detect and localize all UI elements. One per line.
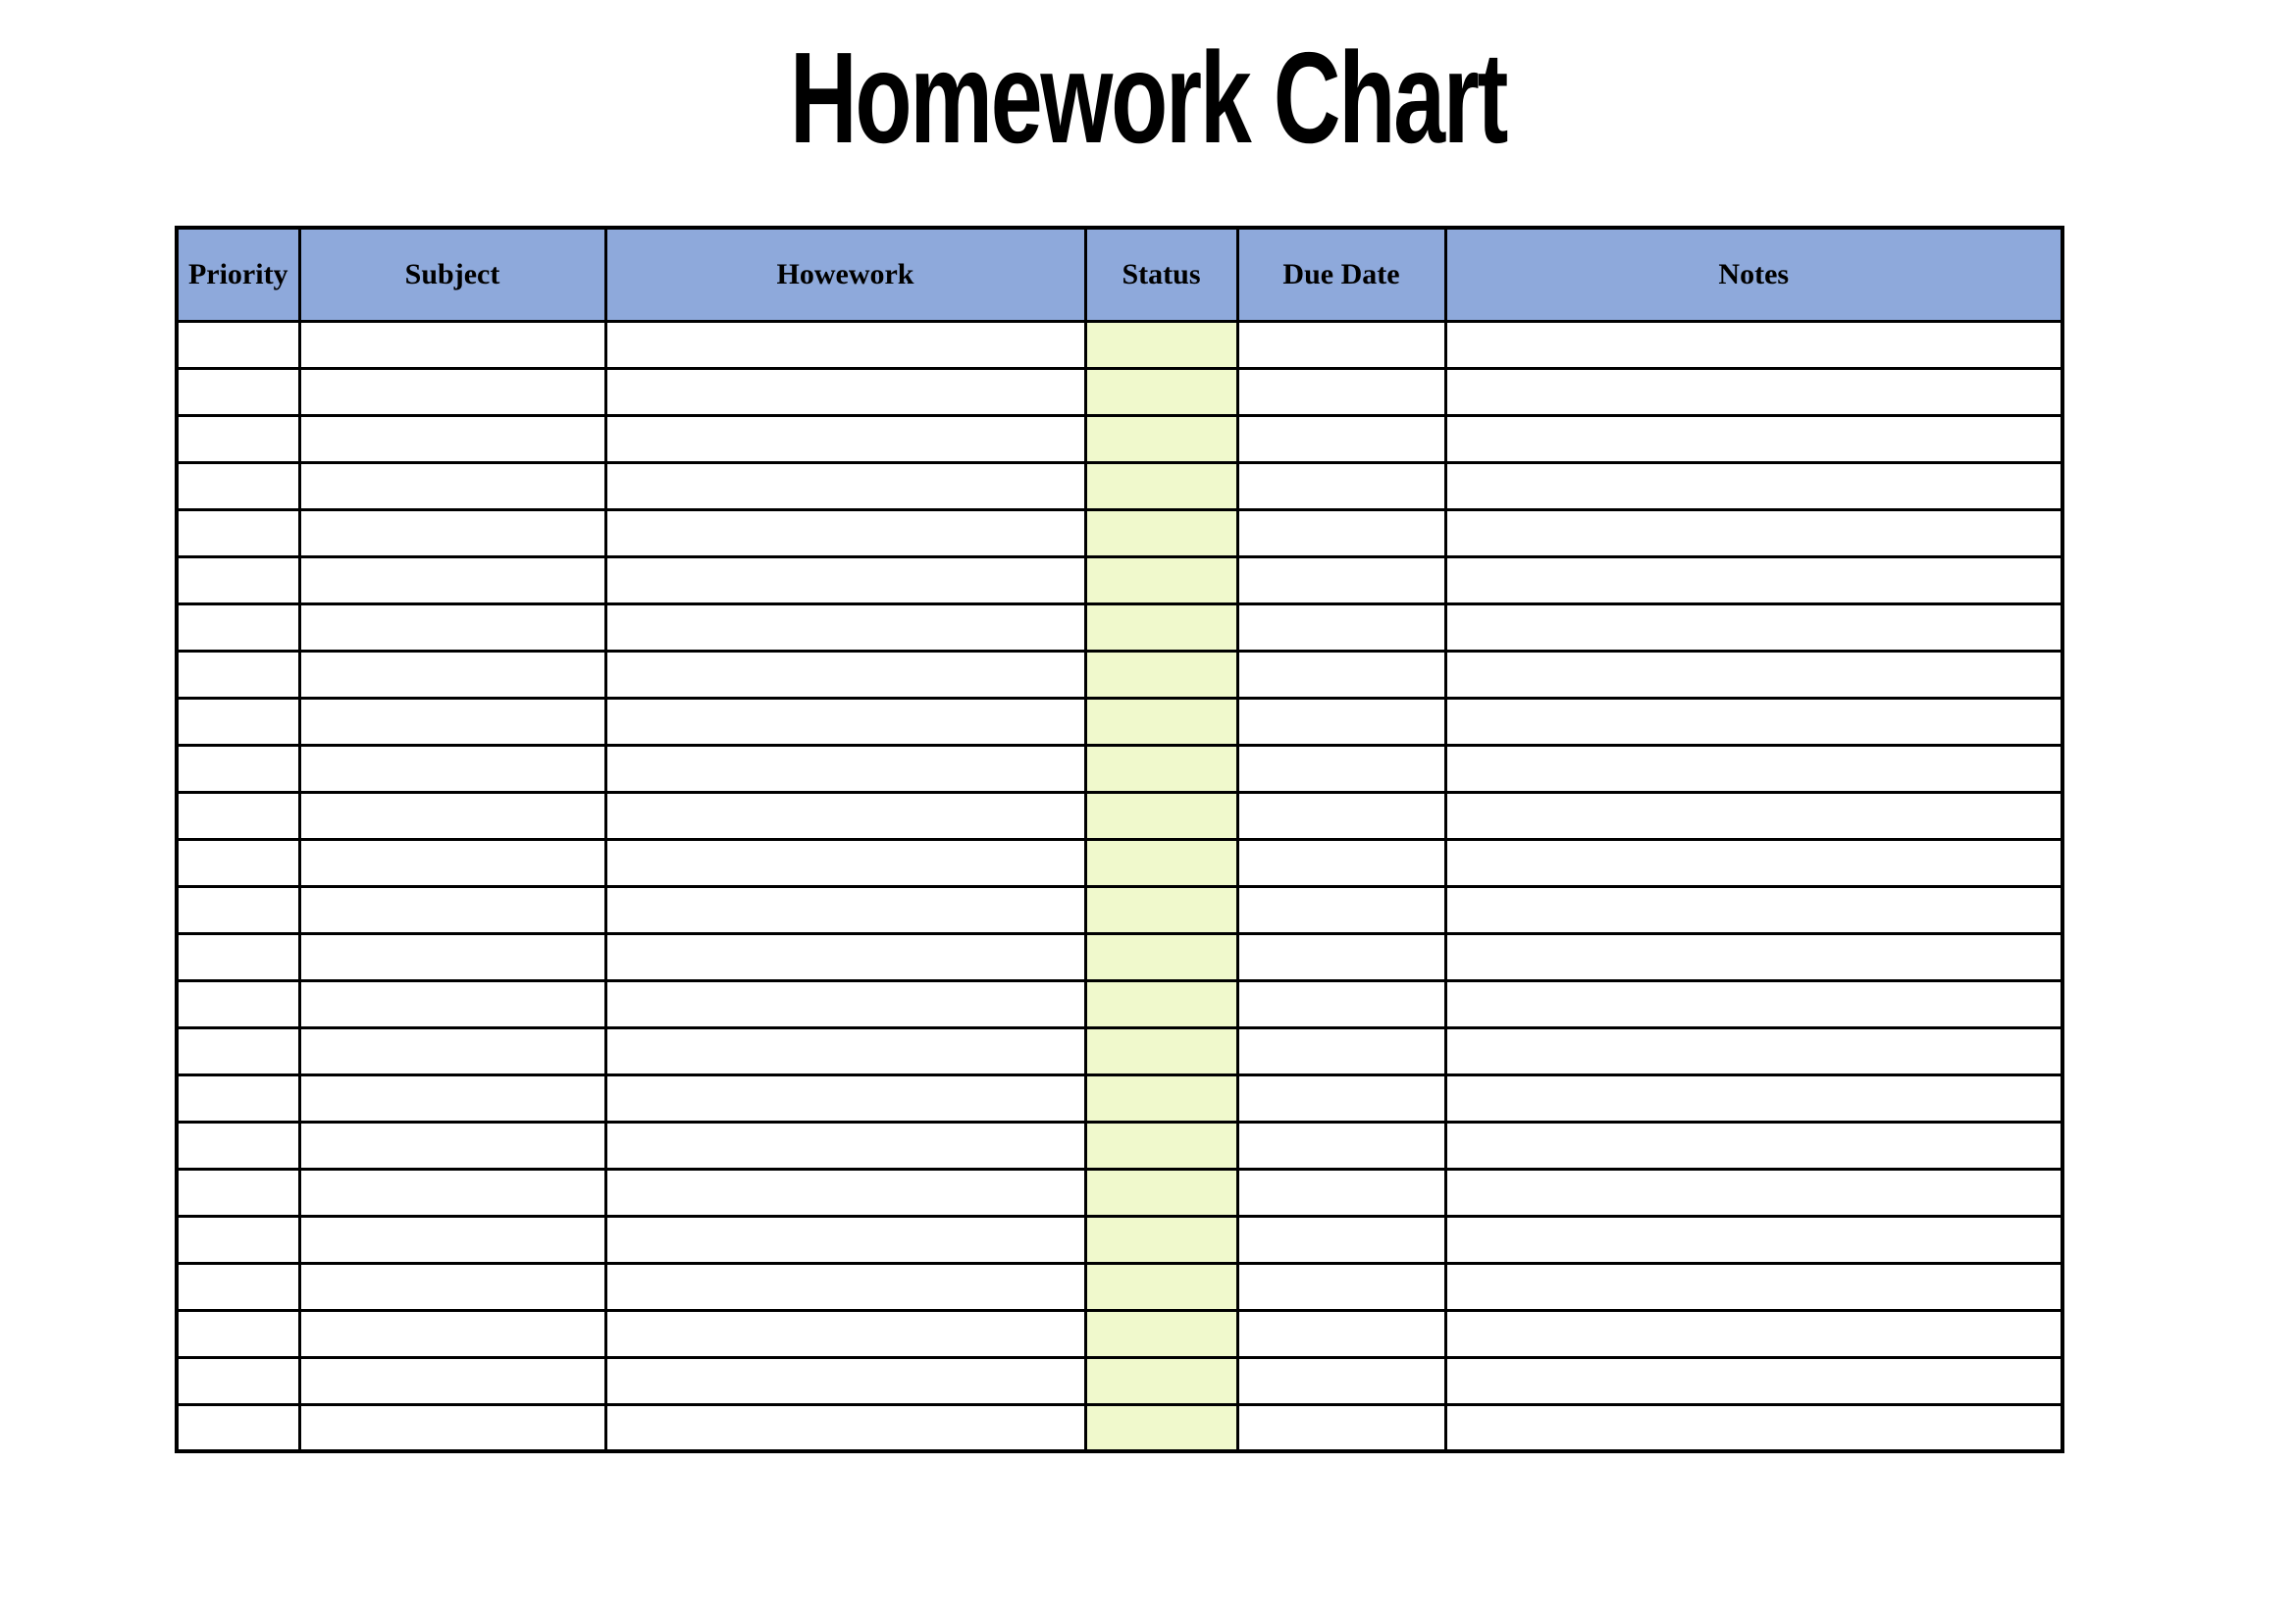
howework-cell — [605, 603, 1085, 651]
notes-cell — [1445, 1169, 2062, 1216]
due-date-cell — [1237, 1122, 1445, 1169]
subject-cell — [299, 745, 605, 792]
subject-cell — [299, 933, 605, 980]
status-cell — [1085, 1122, 1237, 1169]
howework-cell — [605, 1216, 1085, 1263]
subject-cell — [299, 603, 605, 651]
due-date-cell — [1237, 1216, 1445, 1263]
priority-cell — [177, 745, 299, 792]
notes-cell — [1445, 698, 2062, 745]
notes-cell — [1445, 509, 2062, 556]
priority-cell — [177, 603, 299, 651]
priority-cell — [177, 321, 299, 368]
table-row — [177, 980, 2062, 1027]
table-row — [177, 792, 2062, 839]
column-header-status: Status — [1085, 228, 1237, 321]
due-date-cell — [1237, 321, 1445, 368]
status-cell — [1085, 745, 1237, 792]
status-cell — [1085, 1404, 1237, 1451]
howework-cell — [605, 1169, 1085, 1216]
table-header — [177, 228, 2062, 321]
priority-cell — [177, 933, 299, 980]
status-cell — [1085, 1169, 1237, 1216]
subject-cell — [299, 886, 605, 933]
priority-cell — [177, 462, 299, 509]
subject-cell — [299, 415, 605, 462]
subject-cell — [299, 839, 605, 886]
column-header-subject: Subject — [299, 228, 605, 321]
notes-cell — [1445, 1074, 2062, 1122]
priority-cell — [177, 839, 299, 886]
priority-cell — [177, 651, 299, 698]
due-date-cell — [1237, 698, 1445, 745]
subject-cell — [299, 980, 605, 1027]
howework-cell — [605, 415, 1085, 462]
notes-cell — [1445, 839, 2062, 886]
priority-cell — [177, 1357, 299, 1404]
table-row — [177, 509, 2062, 556]
howework-cell — [605, 792, 1085, 839]
priority-cell — [177, 509, 299, 556]
status-cell — [1085, 1310, 1237, 1357]
priority-cell — [177, 886, 299, 933]
table-row — [177, 603, 2062, 651]
howework-cell — [605, 368, 1085, 415]
due-date-cell — [1237, 1263, 1445, 1310]
subject-cell — [299, 1404, 605, 1451]
header-row — [177, 228, 2062, 321]
status-cell — [1085, 509, 1237, 556]
table-row — [177, 368, 2062, 415]
due-date-cell — [1237, 462, 1445, 509]
due-date-cell — [1237, 886, 1445, 933]
subject-cell — [299, 1216, 605, 1263]
priority-cell — [177, 1169, 299, 1216]
howework-cell — [605, 1263, 1085, 1310]
subject-cell — [299, 509, 605, 556]
due-date-cell — [1237, 651, 1445, 698]
table-row — [177, 1357, 2062, 1404]
howework-cell — [605, 1310, 1085, 1357]
notes-cell — [1445, 368, 2062, 415]
howework-cell — [605, 1357, 1085, 1404]
status-cell — [1085, 886, 1237, 933]
due-date-cell — [1237, 1357, 1445, 1404]
status-cell — [1085, 1027, 1237, 1074]
notes-cell — [1445, 603, 2062, 651]
due-date-cell — [1237, 1404, 1445, 1451]
notes-cell — [1445, 1122, 2062, 1169]
howework-cell — [605, 933, 1085, 980]
subject-cell — [299, 698, 605, 745]
due-date-cell — [1237, 368, 1445, 415]
status-cell — [1085, 651, 1237, 698]
status-cell — [1085, 415, 1237, 462]
notes-cell — [1445, 1310, 2062, 1357]
notes-cell — [1445, 1404, 2062, 1451]
subject-cell — [299, 556, 605, 603]
title-area — [0, 26, 2296, 170]
table-row — [177, 1027, 2062, 1074]
subject-cell — [299, 1074, 605, 1122]
page-title: Homework Chart — [789, 26, 1507, 170]
priority-cell — [177, 415, 299, 462]
priority-cell — [177, 368, 299, 415]
column-header-due-date: Due Date — [1237, 228, 1445, 321]
table-row — [177, 462, 2062, 509]
table-row — [177, 745, 2062, 792]
notes-cell — [1445, 462, 2062, 509]
subject-cell — [299, 368, 605, 415]
table-row — [177, 1122, 2062, 1169]
status-cell — [1085, 933, 1237, 980]
due-date-cell — [1237, 1310, 1445, 1357]
priority-cell — [177, 1404, 299, 1451]
howework-cell — [605, 651, 1085, 698]
status-cell — [1085, 321, 1237, 368]
subject-cell — [299, 1122, 605, 1169]
notes-cell — [1445, 556, 2062, 603]
due-date-cell — [1237, 509, 1445, 556]
due-date-cell — [1237, 980, 1445, 1027]
subject-cell — [299, 1310, 605, 1357]
due-date-cell — [1237, 933, 1445, 980]
table-row — [177, 1074, 2062, 1122]
notes-cell — [1445, 321, 2062, 368]
table-row — [177, 933, 2062, 980]
subject-cell — [299, 321, 605, 368]
status-cell — [1085, 1357, 1237, 1404]
priority-cell — [177, 1310, 299, 1357]
subject-cell — [299, 1169, 605, 1216]
status-cell — [1085, 1263, 1237, 1310]
subject-cell — [299, 1357, 605, 1404]
table-row — [177, 886, 2062, 933]
status-cell — [1085, 1074, 1237, 1122]
status-cell — [1085, 980, 1237, 1027]
notes-cell — [1445, 415, 2062, 462]
notes-cell — [1445, 1263, 2062, 1310]
table-row — [177, 321, 2062, 368]
howework-cell — [605, 1122, 1085, 1169]
howework-cell — [605, 1074, 1085, 1122]
howework-cell — [605, 839, 1085, 886]
priority-cell — [177, 792, 299, 839]
notes-cell — [1445, 1357, 2062, 1404]
howework-cell — [605, 1404, 1085, 1451]
due-date-cell — [1237, 839, 1445, 886]
notes-cell — [1445, 886, 2062, 933]
column-header-howework: Howework — [605, 228, 1085, 321]
status-cell — [1085, 698, 1237, 745]
due-date-cell — [1237, 792, 1445, 839]
howework-cell — [605, 886, 1085, 933]
notes-cell — [1445, 1027, 2062, 1074]
table-row — [177, 415, 2062, 462]
table-row — [177, 1310, 2062, 1357]
howework-cell — [605, 1027, 1085, 1074]
due-date-cell — [1237, 1074, 1445, 1122]
status-cell — [1085, 1216, 1237, 1263]
howework-cell — [605, 556, 1085, 603]
priority-cell — [177, 1027, 299, 1074]
table-row — [177, 839, 2062, 886]
notes-cell — [1445, 745, 2062, 792]
priority-cell — [177, 1122, 299, 1169]
howework-cell — [605, 321, 1085, 368]
table-row — [177, 556, 2062, 603]
table-row — [177, 651, 2062, 698]
notes-cell — [1445, 1216, 2062, 1263]
notes-cell — [1445, 933, 2062, 980]
table-row — [177, 1263, 2062, 1310]
subject-cell — [299, 1263, 605, 1310]
howework-cell — [605, 462, 1085, 509]
howework-cell — [605, 698, 1085, 745]
priority-cell — [177, 980, 299, 1027]
due-date-cell — [1237, 603, 1445, 651]
status-cell — [1085, 839, 1237, 886]
due-date-cell — [1237, 1169, 1445, 1216]
priority-cell — [177, 698, 299, 745]
status-cell — [1085, 368, 1237, 415]
homework-table — [175, 226, 2064, 1453]
status-cell — [1085, 556, 1237, 603]
due-date-cell — [1237, 415, 1445, 462]
priority-cell — [177, 1074, 299, 1122]
status-cell — [1085, 462, 1237, 509]
notes-cell — [1445, 651, 2062, 698]
due-date-cell — [1237, 745, 1445, 792]
notes-cell — [1445, 792, 2062, 839]
priority-cell — [177, 1263, 299, 1310]
howework-cell — [605, 980, 1085, 1027]
table-row — [177, 698, 2062, 745]
subject-cell — [299, 1027, 605, 1074]
priority-cell — [177, 1216, 299, 1263]
howework-cell — [605, 509, 1085, 556]
table-row — [177, 1216, 2062, 1263]
column-header-notes: Notes — [1445, 228, 2062, 321]
due-date-cell — [1237, 556, 1445, 603]
notes-cell — [1445, 980, 2062, 1027]
status-cell — [1085, 603, 1237, 651]
due-date-cell — [1237, 1027, 1445, 1074]
table-body — [177, 321, 2062, 1451]
table-row — [177, 1404, 2062, 1451]
subject-cell — [299, 651, 605, 698]
howework-cell — [605, 745, 1085, 792]
table-row — [177, 1169, 2062, 1216]
column-header-priority: Priority — [177, 228, 299, 321]
status-cell — [1085, 792, 1237, 839]
subject-cell — [299, 462, 605, 509]
subject-cell — [299, 792, 605, 839]
priority-cell — [177, 556, 299, 603]
